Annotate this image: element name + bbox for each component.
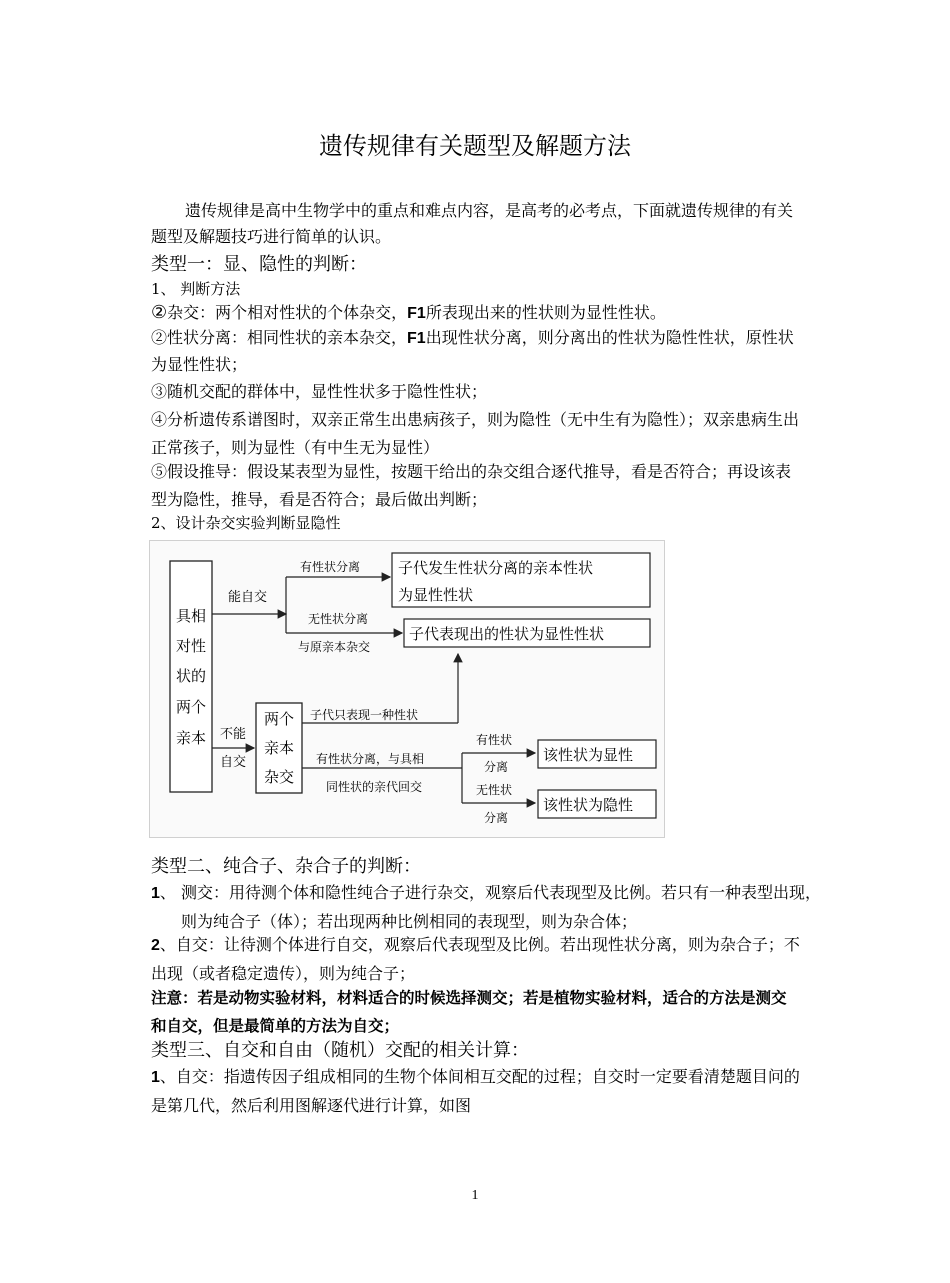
no-sep-2-label-2: 分离 (484, 811, 509, 825)
type3-heading: 类型三、自交和自由（随机）交配的相关计算： (151, 1040, 529, 1060)
parents-line-4: 两个 (175, 698, 207, 716)
note-paragraph: 注意：若是动物实验材料，材料适合的时候选择测交；若是植物实验材料，适合的方法是测交和自交，但是最简单的方法为自交； (151, 988, 787, 1035)
cross-line-3: 杂交 (263, 768, 295, 786)
item-number: 1 (151, 885, 160, 902)
type1-heading: 类型一：显、隐性的判断： (151, 254, 367, 274)
section2-heading: 2、设计杂交实验判断显隐性 (151, 514, 341, 532)
section1-heading: 1、 判断方法 (151, 280, 241, 298)
doc-title: 遗传规律有关题型及解题方法 (319, 133, 631, 160)
type2-item-2 (151, 931, 801, 988)
result-4-text: 该性状为隐性 (543, 796, 634, 814)
method-1 (151, 299, 801, 328)
one-trait-label: 子代只表现一种性状 (310, 708, 419, 722)
f1-label: F1 (407, 330, 426, 347)
method-3: ③随机交配的群体中，显性性状多于隐性性状； (151, 382, 488, 401)
flow-diagram (149, 540, 665, 838)
method-1-text-b: 所表现出来的性状则为显性性状。 (425, 303, 666, 322)
no-separation-label-1: 无性状分离 (308, 612, 369, 626)
result-1-line-1: 子代发生性状分离的亲本性状 (398, 559, 594, 577)
type2-item-1 (151, 879, 831, 936)
cross-line-1: 两个 (263, 710, 295, 728)
has-separation-label: 有性状分离 (300, 560, 361, 574)
has-sep-2-label-1: 有性状 (476, 733, 513, 747)
backcross-label-1: 有性状分离，与具相 (316, 752, 425, 766)
result-2-text: 子代表现出的性状为显性性状 (409, 625, 605, 643)
method-1-text-a: 杂交：两个相对性状的个体杂交， (167, 303, 408, 322)
result-1-line-2: 为显性性状 (398, 586, 474, 604)
no-sep-2-label-1: 无性状 (476, 783, 513, 797)
has-sep-2-label-2: 分离 (484, 760, 509, 774)
result-3-text: 该性状为显性 (543, 746, 634, 764)
page-number: 1 (471, 1188, 479, 1203)
backcross-label-2: 同性状的亲代回交 (326, 780, 423, 794)
parents-line-1: 具相 (175, 607, 207, 625)
no-separation-label-2: 与原亲本杂交 (298, 640, 371, 654)
circled-number: ② (151, 302, 168, 323)
parents-line-2: 对性 (175, 637, 207, 655)
type2-heading: 类型二、纯合子、杂合子的判断： (151, 856, 421, 876)
method-2-text-a: ②性状分离：相同性状的亲本杂交， (151, 328, 408, 347)
intro-paragraph: 遗传规律是高中生物学中的重点和难点内容，是高考的必考点，下面就遗传规律的有关题型及解题技巧进行简单的认识。 (151, 201, 794, 246)
item-number: 2 (151, 937, 160, 954)
type2-item-1-text: 、 测交：用待测个体和隐性纯合子进行杂交，观察后代表现型及比例。若只有一种表型出现，则为纯合子（体）；若出现两种比例相同的表现型，则为杂合体； (159, 883, 821, 931)
method-4: ④分析遗传系谱图时，双亲正常生出患病孩子，则为隐性（无中生有为隐性）；双亲患病生出正常孩子，则为显性（有中生无为显性） (151, 410, 800, 457)
parents-line-5: 亲本 (175, 729, 207, 747)
cross-line-2: 亲本 (263, 739, 295, 757)
cannot-self-label-1: 不能 (220, 727, 247, 742)
item-number: 1 (151, 1069, 160, 1086)
f1-label: F1 (407, 305, 426, 322)
method-5: ⑤假设推导：假设某表型为显性，按题干给出的杂交组合逐代推导，看是否符合；再设该表型为隐性，推导，看是否符合；最后做出判断； (151, 462, 792, 509)
method-2-text-b: 出现性状分离，则分离出的性状为隐性性状，原性状为显性性状； (151, 328, 794, 374)
type3-item-1-text: 、自交：指遗传因子组成相同的生物个体间相互交配的过程；自交时一定要看清楚题目问的是第几代，然后利用图解逐代进行计算，如图 (151, 1067, 800, 1115)
type2-item-2-text: 、自交：让待测个体进行自交，观察后代表现型及比例。若出现性状分离，则为杂合子；不出现（或者稳定遗传），则为纯合子； (151, 935, 800, 983)
type3-item-1 (151, 1063, 801, 1120)
parents-line-3: 状的 (175, 667, 207, 685)
method-2 (151, 325, 801, 378)
can-self-label: 能自交 (228, 590, 268, 605)
cannot-self-label-2: 自交 (220, 755, 247, 770)
